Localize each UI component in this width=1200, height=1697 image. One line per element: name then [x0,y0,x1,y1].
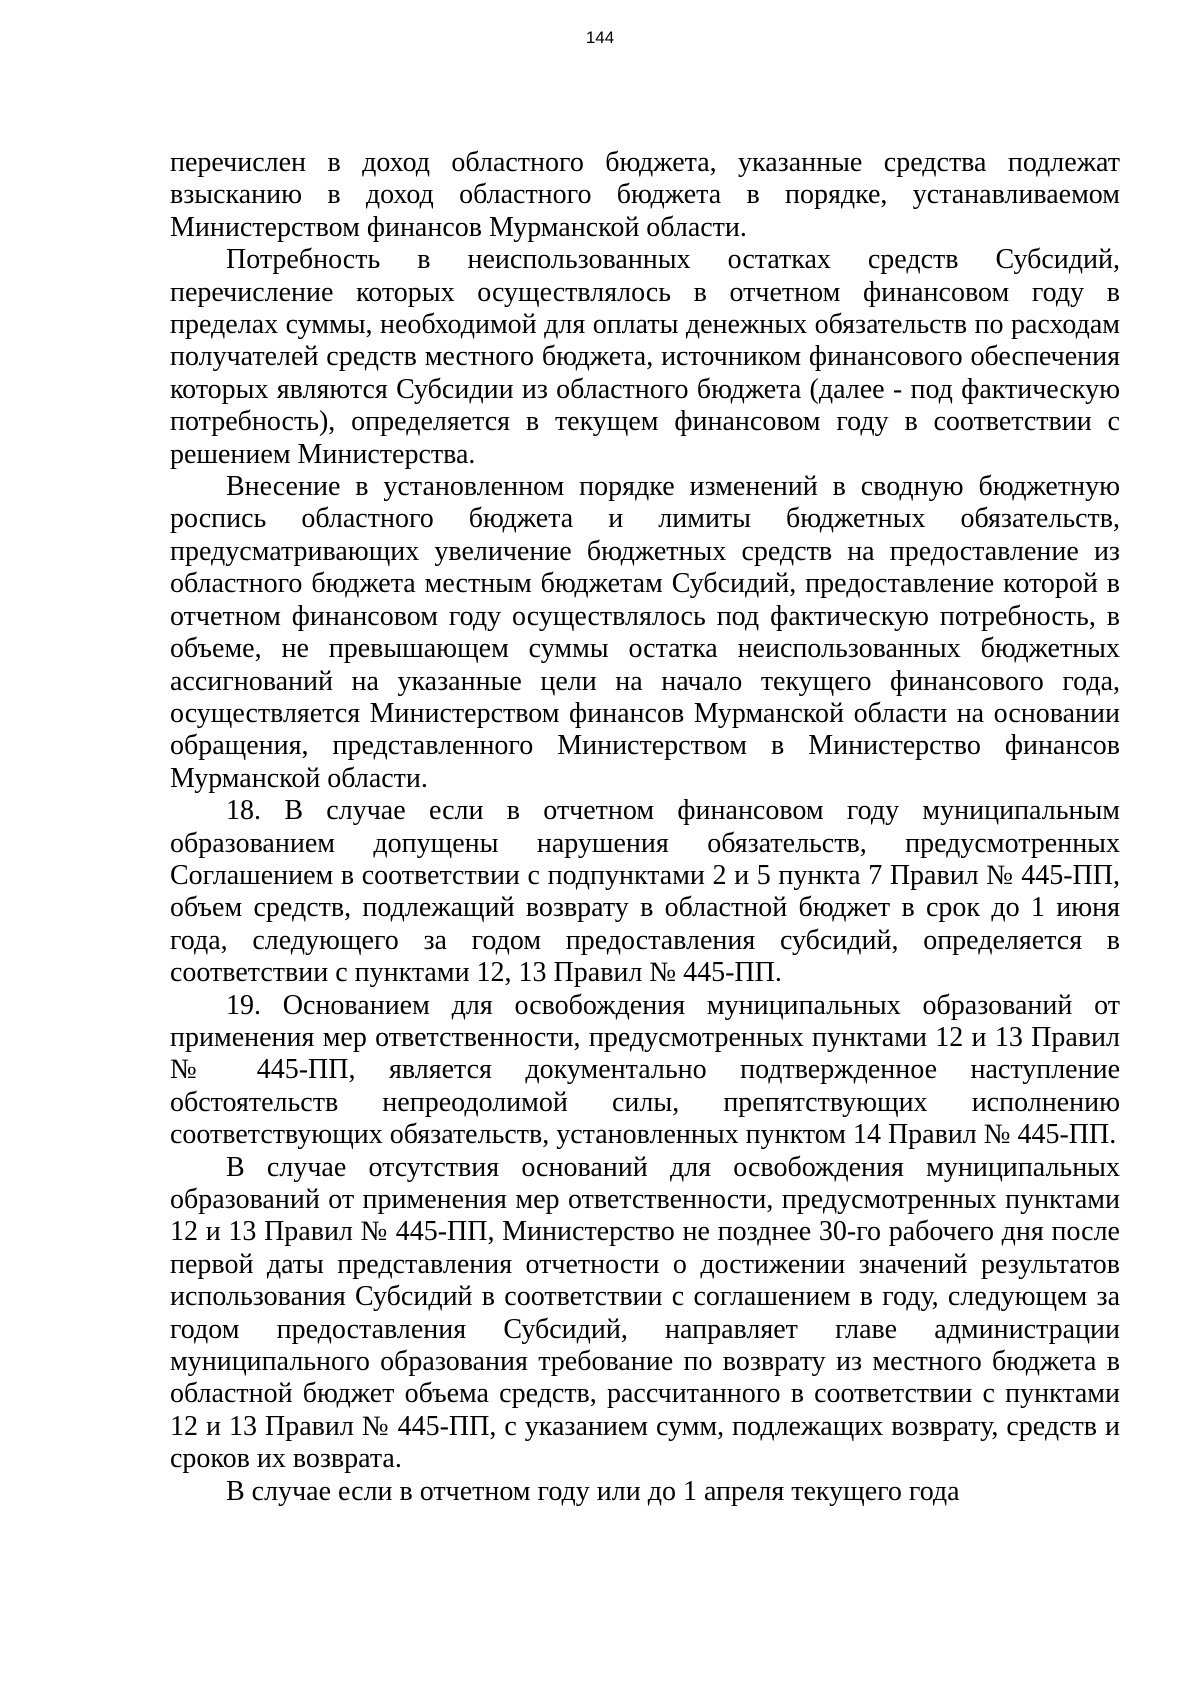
paragraph-item-19: 19. Основанием для освобождения муниципальных образований от применения мер ответственности, предусмотренных пунктами 12 и 13 Правил № 445-ПП, является документально подтвержденное наступление обстоятельств непреодолимой силы, препятствующих исполнению соответствующих обязательств, установленных пунктом 14 Правил № 445-ПП. [170,989,1120,1151]
paragraph-no-grounds: В случае отсутствия оснований для освобождения муниципальных образований от применения мер ответственности, предусмотренных пунктами 12 и 13 Правил № 445-ПП, Министерство не позднее 30-го рабочего дня после первой даты представления отчетности о достижении значений результатов использования Субсидий в соответствии с соглашением в году, следующем за годом предоставления Субсидий, направляет главе администрации муниципального образования требование по возврату из местного бюджета в областной бюджет объема средств, рассчитанного в соответствии с пунктами 12 и 13 Правил № 445-ПП, с указанием сумм, подлежащих возврату, средств и сроков их возврата. [170,1151,1120,1475]
page-number: 144 [585,28,615,47]
paragraph-continuation: перечислен в доход областного бюджета, указанные средства подлежат взысканию в доход областного бюджета в порядке, устанавливаемом Министерством финансов Мурманской области. [170,147,1120,243]
paragraph-last-partial: В случае если в отчетном году или до 1 апреля текущего года [226,1475,960,1507]
page-body [170,147,1120,1508]
paragraph-item-18: 18. В случае если в отчетном финансовом году муниципальным образованием допущены нарушения обязательств, предусмотренных Соглашением в соответствии с подпунктами 2 и 5 пункта 7 Правил № 445-ПП, объем средств, подлежащий возврату в областной бюджет в срок до 1 июня года, следующего за годом предоставления субсидий, определяется в соответствии с пунктами 12, 13 Правил № 445-ПП. [170,795,1120,989]
paragraph-actual-need: Потребность в неиспользованных остатках средств Субсидий, перечисление которых осуществлялось в отчетном финансовом году в пределах суммы, необходимой для оплаты денежных обязательств по расходам получателей средств местного бюджета, источником финансового обеспечения которых являются Субсидии из областного бюджета (далее - под фактическую потребность), определяется в текущем финансовом году в соответствии с решением Министерства. [170,244,1120,470]
paragraph-budget-changes: Внесение в установленном порядке изменений в сводную бюджетную роспись областного бюджета и лимиты бюджетных обязательств, предусматривающих увеличение бюджетных средств на предоставление из областного бюджета местным бюджетам Субсидий, предоставление которой в отчетном финансовом году осуществлялось под фактическую потребность, в объеме, не превышающем суммы остатка неиспользованных бюджетных ассигнований на указанные цели на начало текущего финансового года, осуществляется Министерством финансов Мурманской области на основании обращения, представленного Министерством в Министерство финансов Мурманской области. [170,471,1120,794]
